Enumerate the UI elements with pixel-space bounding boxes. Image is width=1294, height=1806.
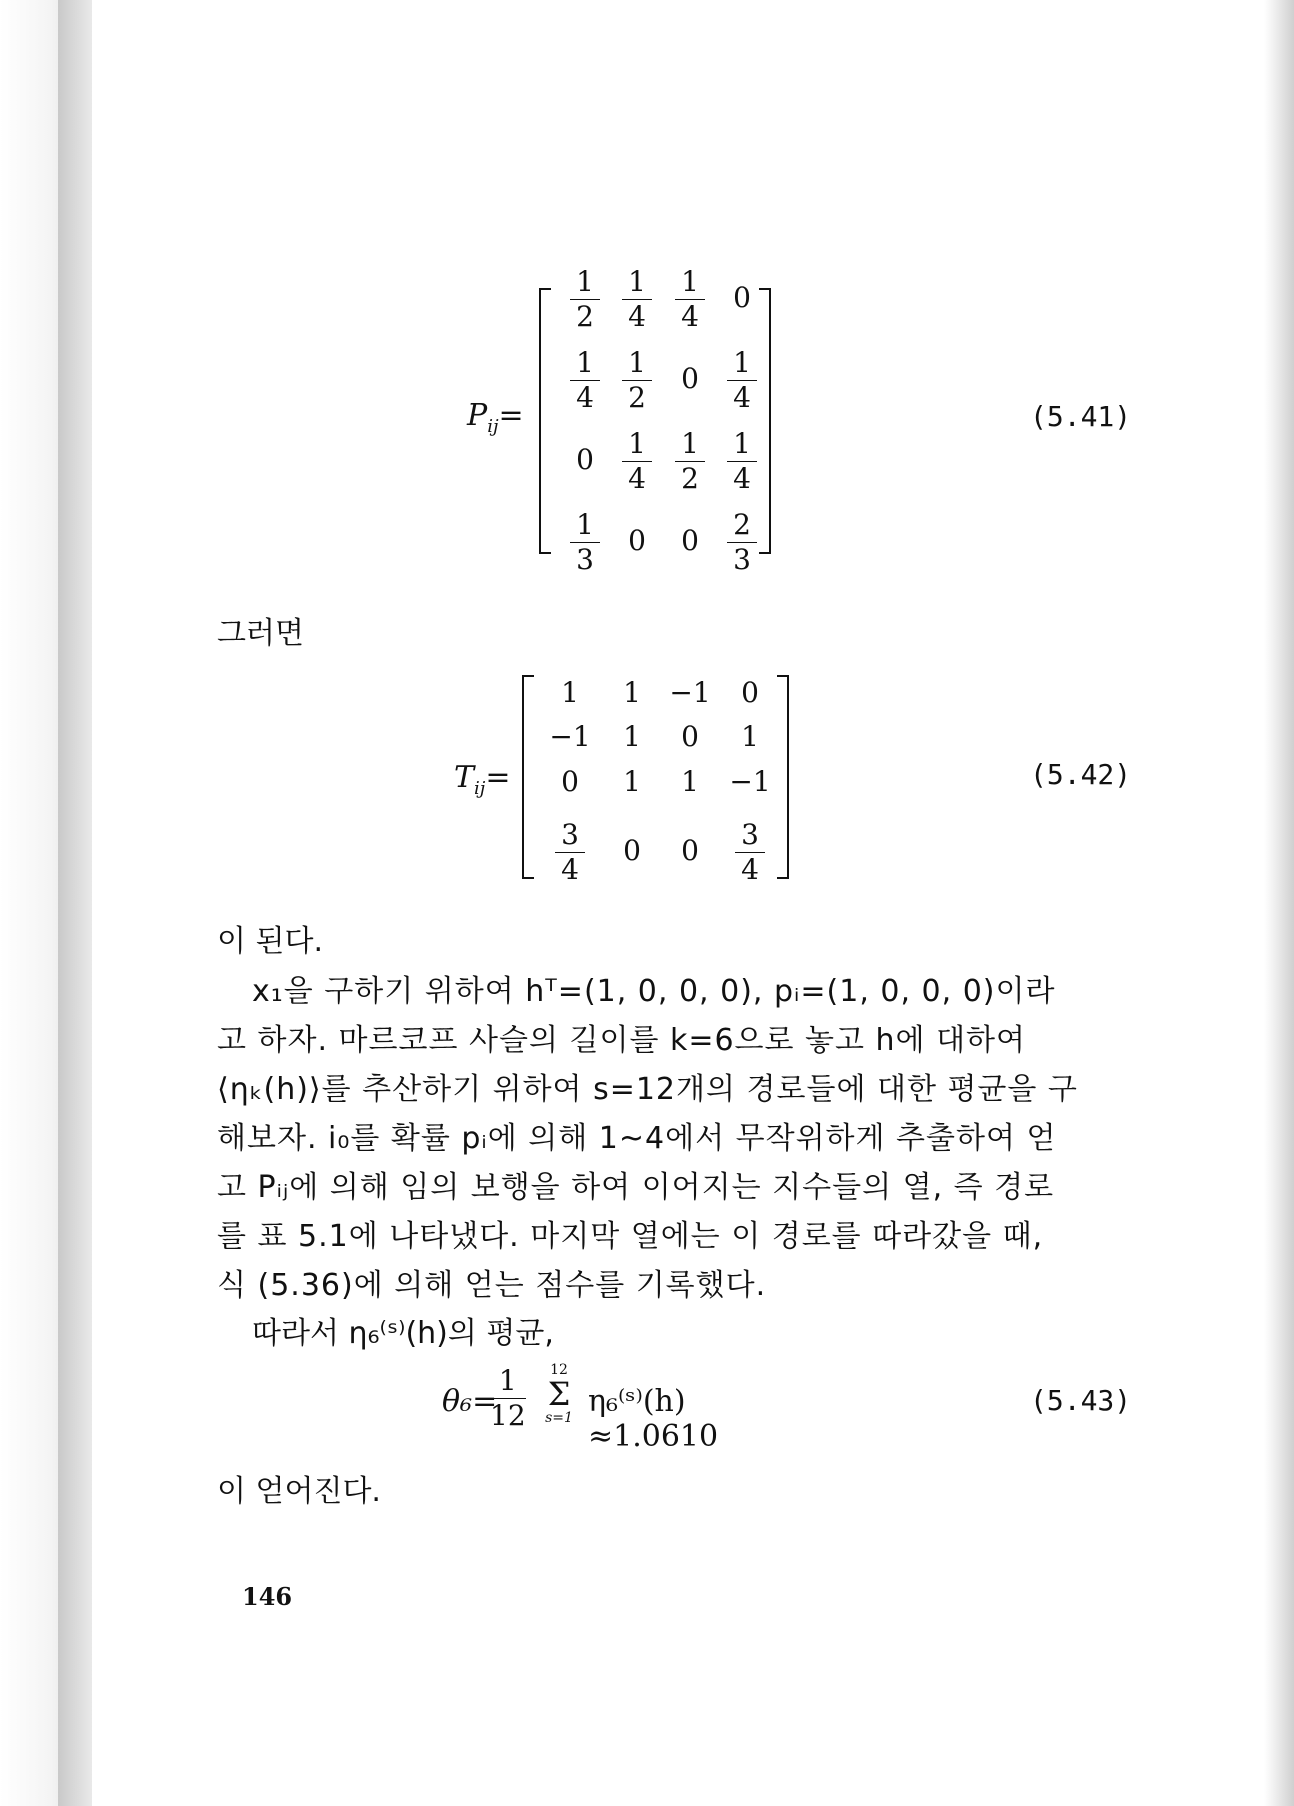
matrix-cell: 0 (733, 281, 751, 314)
book-right-edge (1264, 0, 1294, 1806)
equation-number: (5.41) (1030, 400, 1132, 433)
matrix-cell (545, 820, 595, 886)
left-bracket (522, 675, 534, 879)
matrix-cell: −1 (729, 765, 771, 798)
matrix-cell (612, 267, 662, 333)
matrix-cell: 0 (681, 720, 699, 753)
matrix-cell (560, 510, 610, 576)
after-equation-text: 이 된다. (217, 924, 324, 959)
matrix-cell: 1 (623, 676, 641, 709)
matrix-cell: −1 (549, 720, 591, 753)
summation: 12 Σ s=1 (545, 1362, 573, 1426)
paragraph-line: 고 Pᵢⱼ에 의해 임의 보행을 하여 이어지는 지수들의 열, 즉 경로 (217, 1170, 1055, 1205)
matrix-fraction: $\frac{1}{4}$ (622, 429, 652, 494)
paragraph-line: 식 (5.36)에 의해 얻는 점수를 기록했다. (217, 1268, 767, 1303)
paragraph-line: 따라서 η₆⁽ˢ⁾(h)의 평균, (252, 1316, 554, 1351)
equation-number: (5.42) (1030, 758, 1132, 791)
matrix-fraction: $\frac{1}{4}$ (622, 267, 652, 332)
matrix-cell (665, 267, 715, 333)
intro-text: 그러면 (217, 616, 304, 651)
paragraph-line: 를 표 5.1에 나타냈다. 마지막 열에는 이 경로를 따라갔을 때, (217, 1219, 1044, 1254)
page-number: 146 (242, 1582, 293, 1611)
matrix-cell: 1 (681, 765, 699, 798)
matrix-fraction: $\frac{1}{2}$ (622, 348, 652, 413)
theta-label: θ₆= (442, 1384, 498, 1419)
matrix-fraction: $\frac{1}{4}$ (675, 267, 705, 332)
paragraph-line: 고 하자. 마르코프 사슬의 길이를 k=6으로 놓고 h에 대하여 (217, 1023, 1027, 1058)
right-bracket (777, 675, 789, 879)
matrix-fraction: $\frac{3}{4}$ (555, 820, 585, 885)
matrix-t-label: $T_{ij}=$ (454, 760, 511, 799)
matrix-cell: 1 (741, 720, 759, 753)
matrix-fraction: $\frac{1}{3}$ (570, 510, 600, 575)
matrix-cell: 0 (741, 676, 759, 709)
matrix-fraction: $\frac{1}{4}$ (570, 348, 600, 413)
matrix-fraction: $\frac{2}{3}$ (727, 510, 757, 575)
matrix-cell: −1 (669, 676, 711, 709)
matrix-cell: 1 (623, 765, 641, 798)
fraction-one-twelfth: $\frac{1}{12}$ (490, 1364, 526, 1432)
paragraph-line: ⟨ηₖ(h)⟩를 추산하기 위하여 s=12개의 경로들에 대한 평균을 구 (217, 1072, 1078, 1107)
book-spine-shadow (58, 0, 94, 1806)
matrix-cell: 0 (628, 524, 646, 557)
book-page (92, 0, 1264, 1806)
matrix-cell: 1 (623, 720, 641, 753)
left-bracket (539, 288, 551, 554)
paragraph-line: 해보자. i₀를 확률 pᵢ에 의해 1~4에서 무작위하게 추출하여 얻 (217, 1121, 1057, 1156)
matrix-fraction: $\frac{3}{4}$ (735, 820, 765, 885)
closing-text: 이 얻어진다. (217, 1474, 381, 1509)
summation-term: η₆⁽ˢ⁾(h) ≈1.0610 (588, 1384, 719, 1454)
matrix-cell (560, 348, 610, 414)
matrix-fraction: $\frac{1}{2}$ (570, 267, 600, 332)
matrix-fraction: $\frac{1}{4}$ (727, 429, 757, 494)
matrix-fraction: $\frac{1}{4}$ (727, 348, 757, 413)
matrix-cell (612, 429, 662, 495)
matrix-cell (725, 820, 775, 886)
matrix-cell: 0 (681, 362, 699, 395)
matrix-fraction: $\frac{1}{2}$ (675, 429, 705, 494)
paragraph-line: x₁을 구하기 위하여 hᵀ=(1, 0, 0, 0), pᵢ=(1, 0, 0, 0)이라 (252, 974, 1056, 1009)
matrix-cell (717, 510, 767, 576)
matrix-cell: 0 (576, 443, 594, 476)
matrix-cell (612, 348, 662, 414)
matrix-cell: 0 (681, 524, 699, 557)
matrix-cell (665, 429, 715, 495)
matrix-cell: 1 (561, 676, 579, 709)
matrix-cell (717, 429, 767, 495)
matrix-cell: 0 (561, 765, 579, 798)
matrix-cell: 0 (681, 834, 699, 867)
matrix-cell (560, 267, 610, 333)
matrix-p-label: $P_{ij}=$ (467, 398, 524, 437)
equation-number: (5.43) (1030, 1384, 1132, 1417)
matrix-cell (717, 348, 767, 414)
matrix-cell: 0 (623, 834, 641, 867)
